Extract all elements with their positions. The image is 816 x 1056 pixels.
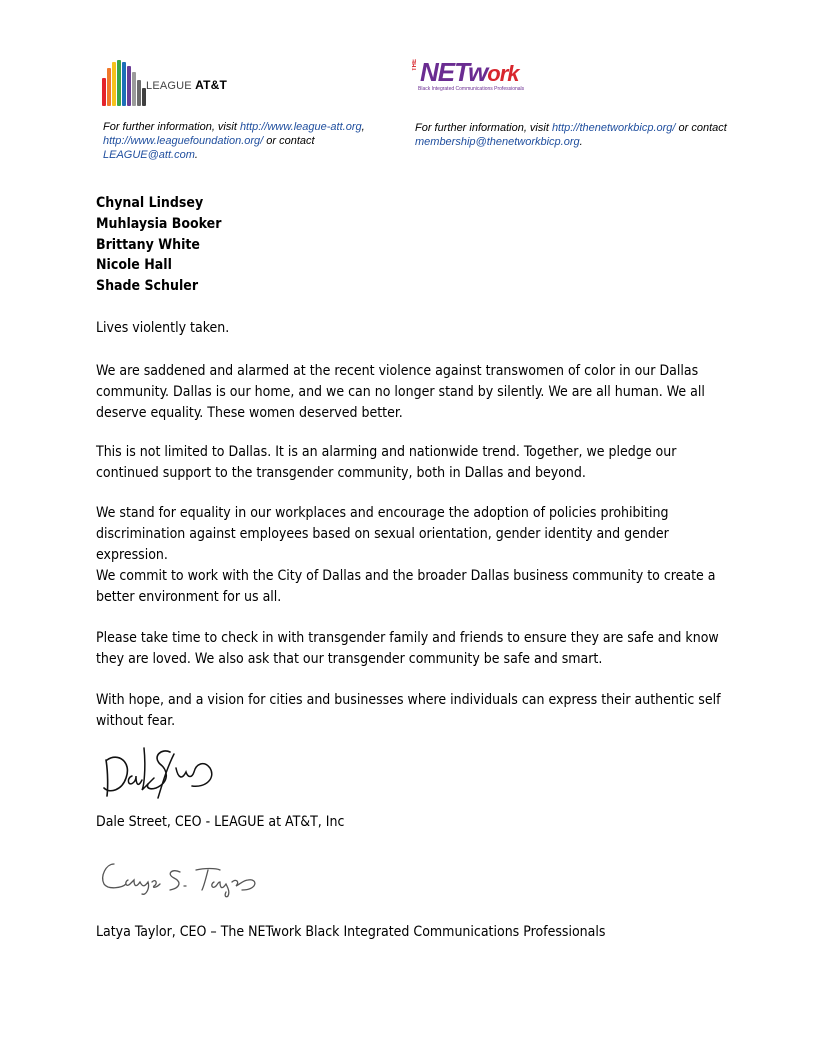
network-the-label: THE (412, 59, 418, 71)
network-email-link[interactable]: membership@thenetworkbicp.org (415, 136, 580, 148)
bar (122, 62, 126, 106)
network-wordmark: NETwork (420, 57, 519, 87)
victim-names-list (96, 193, 221, 297)
network-tagline: Black Integrated Communications Professionals (418, 86, 525, 92)
league-email-link[interactable]: LEAGUE@att.com (103, 149, 195, 161)
body-paragraph: With hope, and a vision for cities and businesses where individuals can express their authentic self without fear. (96, 692, 721, 729)
network-logo (412, 55, 552, 97)
body-paragraph: We commit to work with the City of Dallas and the broader Dallas business community to create a better environment for us all. (96, 568, 716, 605)
victim-name: Brittany White (96, 236, 200, 253)
body-paragraph: We stand for equality in our workplaces and encourage the adoption of policies prohibiting discrimination against employees based on sexual orientation, gender identity and gender expression. (96, 505, 669, 563)
victim-name: Chynal Lindsey (96, 195, 204, 211)
bar (107, 68, 111, 106)
body-paragraph: Lives violently taken. (96, 320, 230, 336)
bar (127, 66, 131, 106)
victim-name: Shade Schuler (96, 278, 199, 295)
signature-caption: Dale Street, CEO - LEAGUE at AT&T, Inc (96, 814, 345, 830)
league-website-link[interactable]: http://www.league-att.org (239, 121, 362, 133)
body-paragraph: This is not limited to Dallas. It is an alarming and nationwide trend. Together, we pledge our continued support to the transgender community, both in Dallas and beyond. (96, 444, 677, 481)
bar (112, 62, 116, 106)
body-paragraph: We are saddened and alarmed at the recent violence against transwomen of color in our Dallas community. Dallas is our home, and we can no longer stand by silently. We are all human. We all deserve equality. These women deserved better. (96, 363, 705, 421)
league-contact-info: For further information, visit http://www.league-att.org, http://www.leaguefoundation.org/ or contact LEAGUE@att.com. (103, 121, 365, 161)
victim-name: Muhlaysia Booker (96, 215, 222, 232)
bar (102, 78, 106, 106)
signature-caption: Latya Taylor, CEO – The NETwork Black Integrated Communications Professionals (96, 924, 606, 940)
latya-taylor-signature (92, 856, 262, 900)
league-logo (102, 60, 252, 110)
dale-street-signature (92, 738, 222, 808)
bar (117, 60, 121, 106)
league-foundation-link[interactable]: http://www.leaguefoundation.org/ (103, 135, 264, 147)
league-rainbow-bars-icon (102, 60, 142, 106)
network-contact-info: For further information, visit http://thenetworkbicp.org/ or contact membership@thenetworkbicp.org. (415, 122, 727, 148)
network-website-link[interactable]: http://thenetworkbicp.org/ (551, 122, 676, 134)
bar (137, 80, 141, 106)
league-wordmark: LEAGUE AT&T (146, 78, 228, 92)
body-paragraph: Please take time to check in with transgender family and friends to ensure they are safe and know they are loved. We also ask that our transgender community be safe and smart. (96, 630, 719, 667)
victim-name: Nicole Hall (96, 257, 172, 274)
bar (132, 72, 136, 106)
